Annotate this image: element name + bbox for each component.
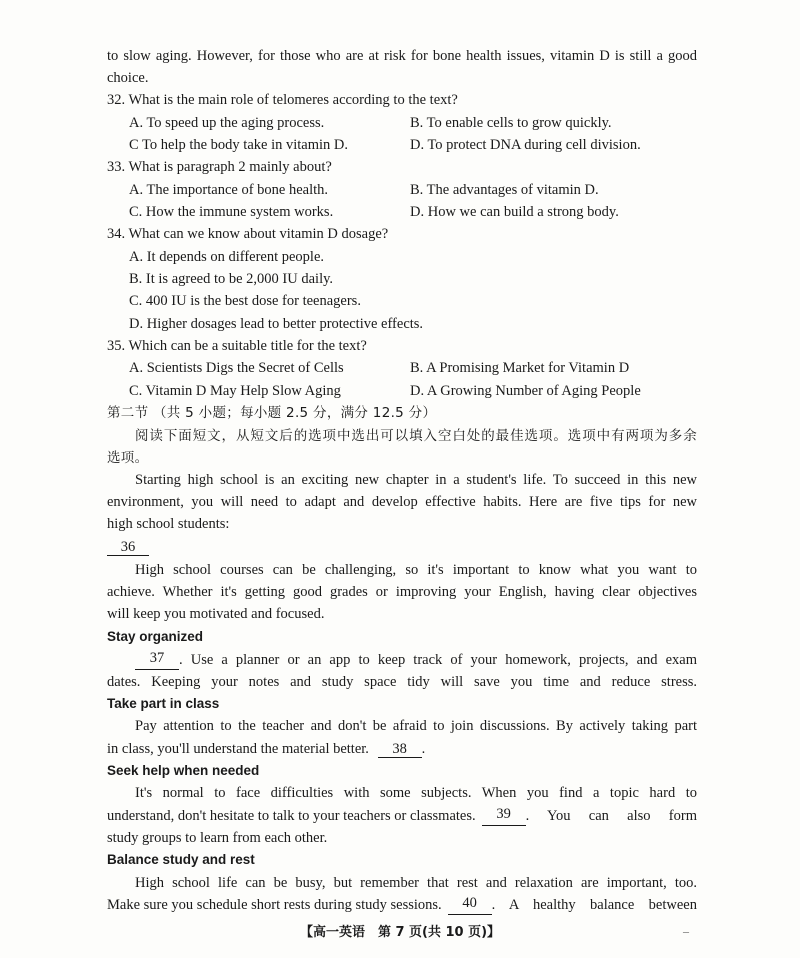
question-34-stem: 34. What can we know about vitamin D dosage? <box>107 226 389 242</box>
q34-option-a: A. It depends on different people. <box>129 249 325 265</box>
paragraph-38: Pay attention to the teacher and don't be afraid to join discussions. By actively taking part <box>135 718 697 734</box>
q35-option-b: B. A Promising Market for Vitamin D <box>410 360 630 376</box>
blank-38: 38 <box>378 741 422 758</box>
paragraph-38 <box>107 739 697 759</box>
paragraph-38-end: . <box>421 741 426 757</box>
paragraph-36: will keep you motivated and focused. <box>107 606 325 622</box>
q35-option-a: A. Scientists Digs the Secret of Cells <box>129 360 344 376</box>
page-footer: 【高一英语 第 7 页(共 10 页)】 <box>299 925 501 940</box>
paragraph-39: It's normal to face difficulties with some subjects. When you find a topic hard to <box>135 785 697 801</box>
paragraph-36: High school courses can be challenging, so it's important to know what you want to <box>135 562 697 578</box>
blank-37: 37 <box>135 650 179 670</box>
paragraph-40-cont: . A healthy balance between <box>491 897 697 913</box>
paragraph-37-text: . Use a planner or an app to keep track of your homework, projects, and exam <box>179 652 697 668</box>
blank-40: 40 <box>448 895 492 915</box>
blank-39: 39 <box>482 806 526 826</box>
q34-option-b: B. It is agreed to be 2,000 IU daily. <box>129 271 334 287</box>
paragraph-40: High school life can be busy, but remember that rest and relaxation are important, too. <box>135 875 697 891</box>
section-2-title: 第二节 （共 5 小题；每小题 2.5 分，满分 12.5 分） <box>107 405 437 421</box>
paragraph-37: dates. Keeping your notes and study space tidy will save you time and reduce stress. <box>107 674 697 690</box>
passage-intro: high school students: <box>107 516 230 532</box>
paragraph-37 <box>135 650 697 670</box>
paragraph-39: study groups to learn from each other. <box>107 830 328 846</box>
q33-option-c: C. How the immune system works. <box>129 204 334 220</box>
blank-36-line <box>107 537 697 557</box>
text-line: choice. <box>107 70 149 86</box>
text-line: to slow aging. However, for those who are at risk for bone health issues, vitamin D is still a good <box>107 48 697 64</box>
question-32-stem: 32. What is the main role of telomeres according to the text? <box>107 92 458 108</box>
paragraph-36: achieve. Whether it's getting good grades or improving your English, having clear objectives <box>107 584 697 600</box>
question-33-stem: 33. What is paragraph 2 mainly about? <box>107 159 332 175</box>
paragraph-39-cont: . You can also form <box>525 808 697 824</box>
paragraph-39-text: understand, don't hesitate to talk to your teachers or classmates. <box>107 808 476 824</box>
section-2-instructions: 阅读下面短文，从短文后的选项中选出可以填入空白处的最佳选项。选项中有两项为多余 <box>135 428 697 444</box>
paragraph-38-text: in class, you'll understand the material better. <box>107 741 369 757</box>
heading-balance-study-rest: Balance study and rest <box>107 852 255 867</box>
q33-option-d: D. How we can build a strong body. <box>410 204 619 220</box>
q34-option-d: D. Higher dosages lead to better protective effects. <box>129 316 424 332</box>
heading-take-part-in-class: Take part in class <box>107 696 220 711</box>
heading-stay-organized: Stay organized <box>107 629 204 644</box>
q32-option-d: D. To protect DNA during cell division. <box>410 137 641 153</box>
blank-36: 36 <box>107 539 149 556</box>
q32-option-c: C To help the body take in vitamin D. <box>129 137 349 153</box>
q35-option-d: D. A Growing Number of Aging People <box>410 383 641 399</box>
corner-mark: – <box>683 924 689 938</box>
q33-option-a: A. The importance of bone health. <box>129 182 329 198</box>
q35-option-c: C. Vitamin D May Help Slow Aging <box>129 383 341 399</box>
q33-option-b: B. The advantages of vitamin D. <box>410 182 599 198</box>
passage-intro: environment, you will need to adapt and develop effective habits. Here are five tips for new <box>107 494 697 510</box>
heading-seek-help: Seek help when needed <box>107 763 260 778</box>
paragraph-40 <box>107 895 697 915</box>
q32-option-a: A. To speed up the aging process. <box>129 115 325 131</box>
paragraph-39 <box>107 806 697 826</box>
q32-option-b: B. To enable cells to grow quickly. <box>410 115 612 131</box>
passage-intro: Starting high school is an exciting new chapter in a student's life. To succeed in this new <box>135 472 697 488</box>
q34-option-c: C. 400 IU is the best dose for teenagers. <box>129 293 361 309</box>
question-35-stem: 35. Which can be a suitable title for the text? <box>107 338 367 354</box>
section-2-instructions-cont: 选项。 <box>107 450 149 466</box>
paragraph-40-text: Make sure you schedule short rests during study sessions. <box>107 897 442 913</box>
